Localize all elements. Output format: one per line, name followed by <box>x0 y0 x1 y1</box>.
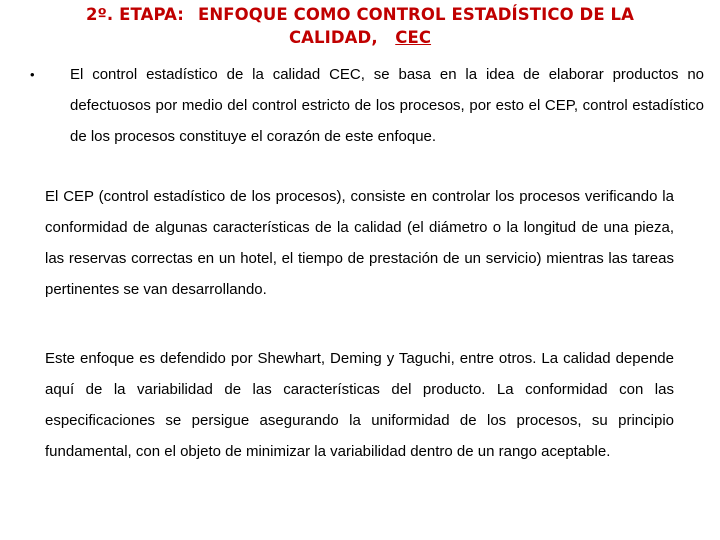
bullet-text: El control estadístico de la calidad CEC, se basa en la idea de elaborar productos no defectuosos por medio del control estricto de los procesos, por esto el CEP, control estadístico de los procesos constituye el corazón de este enfoque. <box>70 66 704 145</box>
slide-title <box>60 3 660 49</box>
title-prefix: 2º. ETAPA: <box>85 5 185 24</box>
paragraph-enfoque: Este enfoque es defendido por Shewhart, Deming y Taguchi, entre otros. La calidad depende aquí de la variabilidad de las características del producto. La conformidad con las especificaciones se persigue asegurando la uniformidad de los procesos, su principio fundamental, con el objeto de minimizar la variabilidad dentro de un rango aceptable. <box>45 350 674 460</box>
paragraph-cep: El CEP (control estadístico de los procesos), consiste en controlar los procesos verificando la conformidad de algunas características de la calidad (el diámetro o la longitud de una pieza, las reservas correctas en un hotel, el tiempo de prestación de un servicio) mientras las tareas pertinentes se van desarrollando. <box>45 188 674 298</box>
bullet-marker: • <box>30 67 35 82</box>
title-abbreviation: CEC <box>395 28 432 47</box>
title-main: ENFOQUE COMO CONTROL ESTADÍSTICO DE LA CALIDAD, <box>198 5 635 47</box>
